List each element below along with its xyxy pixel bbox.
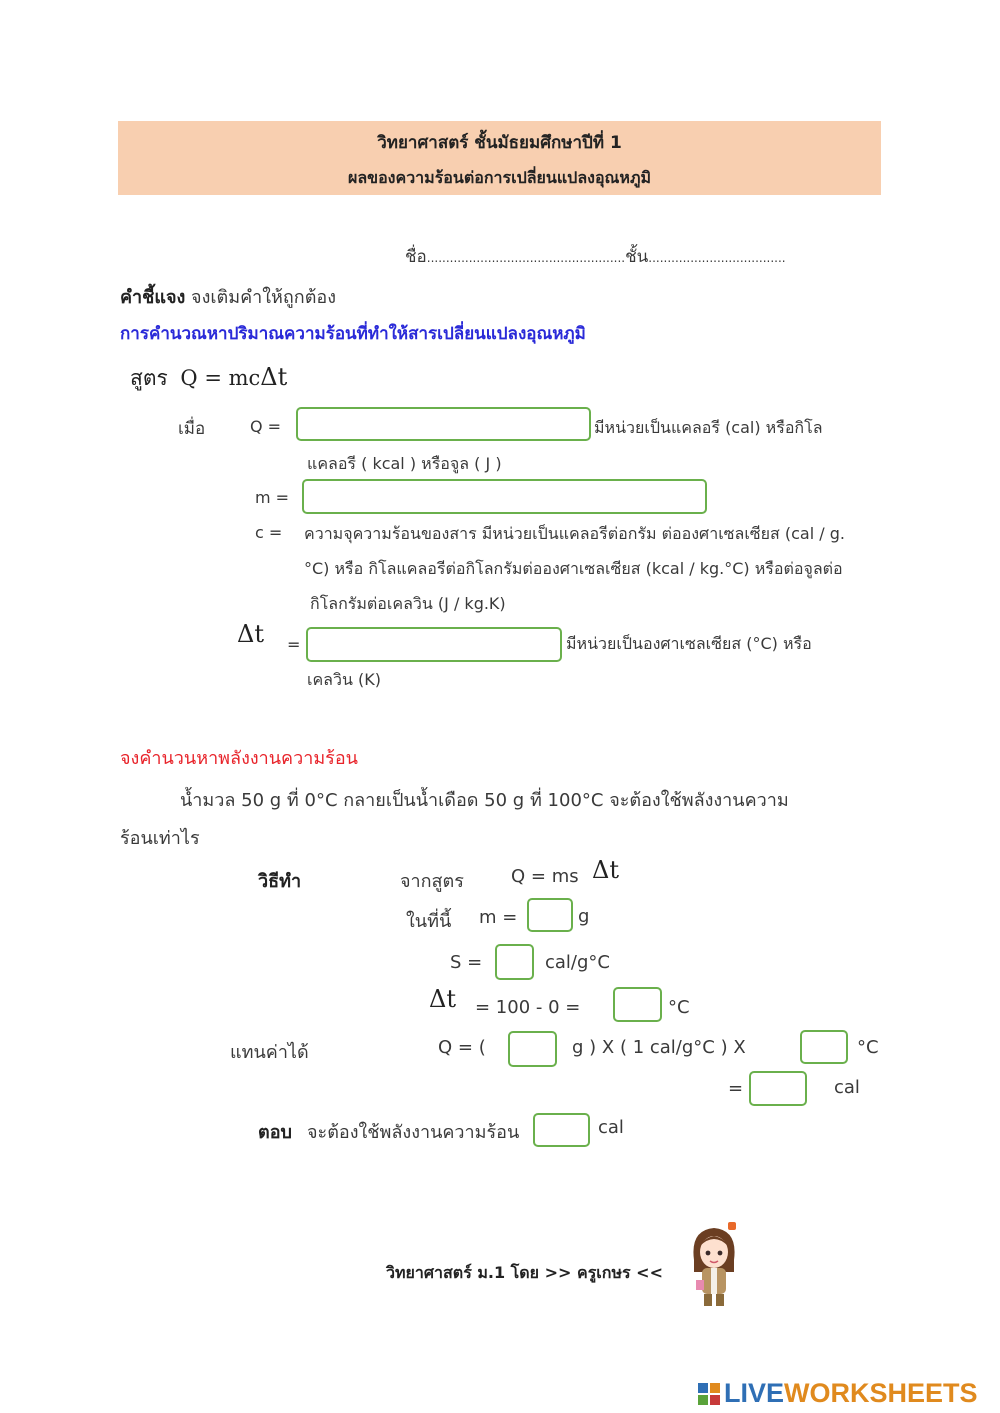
where-label: ในที่นี้ bbox=[406, 911, 452, 932]
problem-line2: ร้อนเท่าไร bbox=[120, 828, 200, 849]
name-label: ชื่อ bbox=[405, 247, 427, 267]
result-equals: = bbox=[728, 1078, 744, 1099]
solution-delta-symbol: Δt bbox=[592, 856, 619, 884]
mass-substitute-box[interactable] bbox=[508, 1031, 557, 1067]
page-title: วิทยาศาสตร์ ชั้นมัธยมศึกษาปีที่ 1 bbox=[377, 133, 622, 153]
instruction bbox=[120, 282, 336, 311]
brand-wordmark bbox=[724, 1378, 978, 1409]
liveworksheets-logo-icon bbox=[698, 1383, 722, 1405]
answer-label: ตอบ bbox=[258, 1122, 292, 1143]
footer-credit: วิทยาศาสตร์ ม.1 โดย >> ครูเกษร << bbox=[386, 1263, 663, 1282]
name-line bbox=[405, 243, 786, 270]
s-unit: cal/g°C bbox=[545, 952, 610, 973]
dt-calc-symbol: Δt bbox=[429, 985, 456, 1013]
formula-delta: Δt bbox=[260, 363, 288, 391]
section2-title: จงคำนวนหาพลังงานความร้อน bbox=[120, 748, 358, 769]
instruction-label: คำชี้แจง bbox=[120, 287, 186, 308]
class-dots: .................................... bbox=[648, 251, 786, 265]
dt-value-box[interactable] bbox=[613, 987, 662, 1022]
delta-t-answer-box[interactable] bbox=[306, 627, 562, 662]
delta-t-unit: มีหน่วยเป็นองศาเซลเซียส (°C) หรือ bbox=[566, 634, 812, 653]
s-equals: S = bbox=[450, 952, 483, 973]
problem-line1: น้ำมวล 50 g ที่ 0°C กลายเป็นน้ำเดือด 50 g ที่ 100°C จะต้องใช้พลังงานความ bbox=[180, 790, 789, 811]
formula-label: สูตร bbox=[130, 366, 168, 390]
brand-live: LIVE bbox=[724, 1378, 785, 1408]
answer-unit: cal bbox=[598, 1117, 624, 1138]
brand-worksheets: WORKSHEETS bbox=[784, 1378, 978, 1408]
answer-text: จะต้องใช้พลังงานความร้อน bbox=[307, 1122, 520, 1143]
m-answer-box[interactable] bbox=[302, 479, 707, 514]
delta-t-unit-cont: เคลวิน (K) bbox=[307, 670, 381, 689]
m-value-box[interactable] bbox=[527, 898, 573, 932]
substitute-label: แทนค่าได้ bbox=[230, 1042, 309, 1063]
c-desc-line2: °C) หรือ กิโลแคลอรีต่อกิโลกรัมต่อองศาเซลเซียส (kcal / kg.°C) หรือต่อจูลต่อ bbox=[304, 559, 843, 578]
dt-substitute-box[interactable] bbox=[800, 1030, 848, 1064]
q-unit-cont: แคลอรี ( kcal ) หรือจูล ( J ) bbox=[307, 454, 502, 473]
c-desc-line1: ความจุความร้อนของสาร มีหน่วยเป็นแคลอรีต่อกรัม ต่อองศาเซลเซียส (cal / g. bbox=[304, 524, 845, 543]
result-box[interactable] bbox=[749, 1071, 807, 1106]
when-label: เมื่อ bbox=[178, 419, 206, 439]
q-substitute: Q = ( bbox=[438, 1037, 486, 1058]
m-label: m = bbox=[255, 488, 290, 507]
grams-unit: g bbox=[578, 906, 590, 927]
formula bbox=[130, 362, 287, 395]
dt-calc: = 100 - 0 = bbox=[475, 997, 581, 1018]
c-desc-line3: กิโลกรัมต่อเคลวิน (J / kg.K) bbox=[310, 594, 506, 613]
m-equals: m = bbox=[479, 907, 518, 928]
teacher-illustration bbox=[684, 1220, 744, 1312]
answer-box[interactable] bbox=[533, 1113, 590, 1147]
class-label: ชั้น bbox=[625, 247, 649, 267]
s-value-box[interactable] bbox=[495, 944, 534, 980]
q-unit: มีหน่วยเป็นแคลอรี (cal) หรือกิโล bbox=[594, 418, 823, 437]
title-banner bbox=[118, 121, 881, 195]
dt-unit: °C bbox=[668, 997, 690, 1018]
substitute-unit: °C bbox=[857, 1037, 879, 1058]
delta-t-eq: = bbox=[287, 635, 301, 654]
delta-t-symbol: Δt bbox=[237, 620, 264, 648]
formula-expr: Q = mc bbox=[180, 366, 261, 390]
instruction-text: จงเติมคำให้ถูกต้อง bbox=[191, 287, 336, 308]
q-equals-ms: Q = ms bbox=[511, 866, 579, 887]
method-label: วิธีทำ bbox=[258, 871, 302, 892]
name-dots: .................................................... bbox=[426, 251, 626, 265]
from-formula-label: จากสูตร bbox=[400, 871, 464, 892]
q-label: Q = bbox=[250, 417, 282, 436]
page-subtitle: ผลของความร้อนต่อการเปลี่ยนแปลงอุณหภูมิ bbox=[347, 168, 652, 187]
result-unit: cal bbox=[834, 1077, 860, 1098]
substitute-middle: g ) X ( 1 cal/g°C ) X bbox=[572, 1037, 746, 1058]
c-label: c = bbox=[255, 523, 283, 542]
section1-title: การคำนวณหาปริมาณความร้อนที่ทำให้สารเปลี่ยนแปลงอุณหภูมิ bbox=[120, 324, 586, 344]
q-answer-box[interactable] bbox=[296, 407, 591, 441]
